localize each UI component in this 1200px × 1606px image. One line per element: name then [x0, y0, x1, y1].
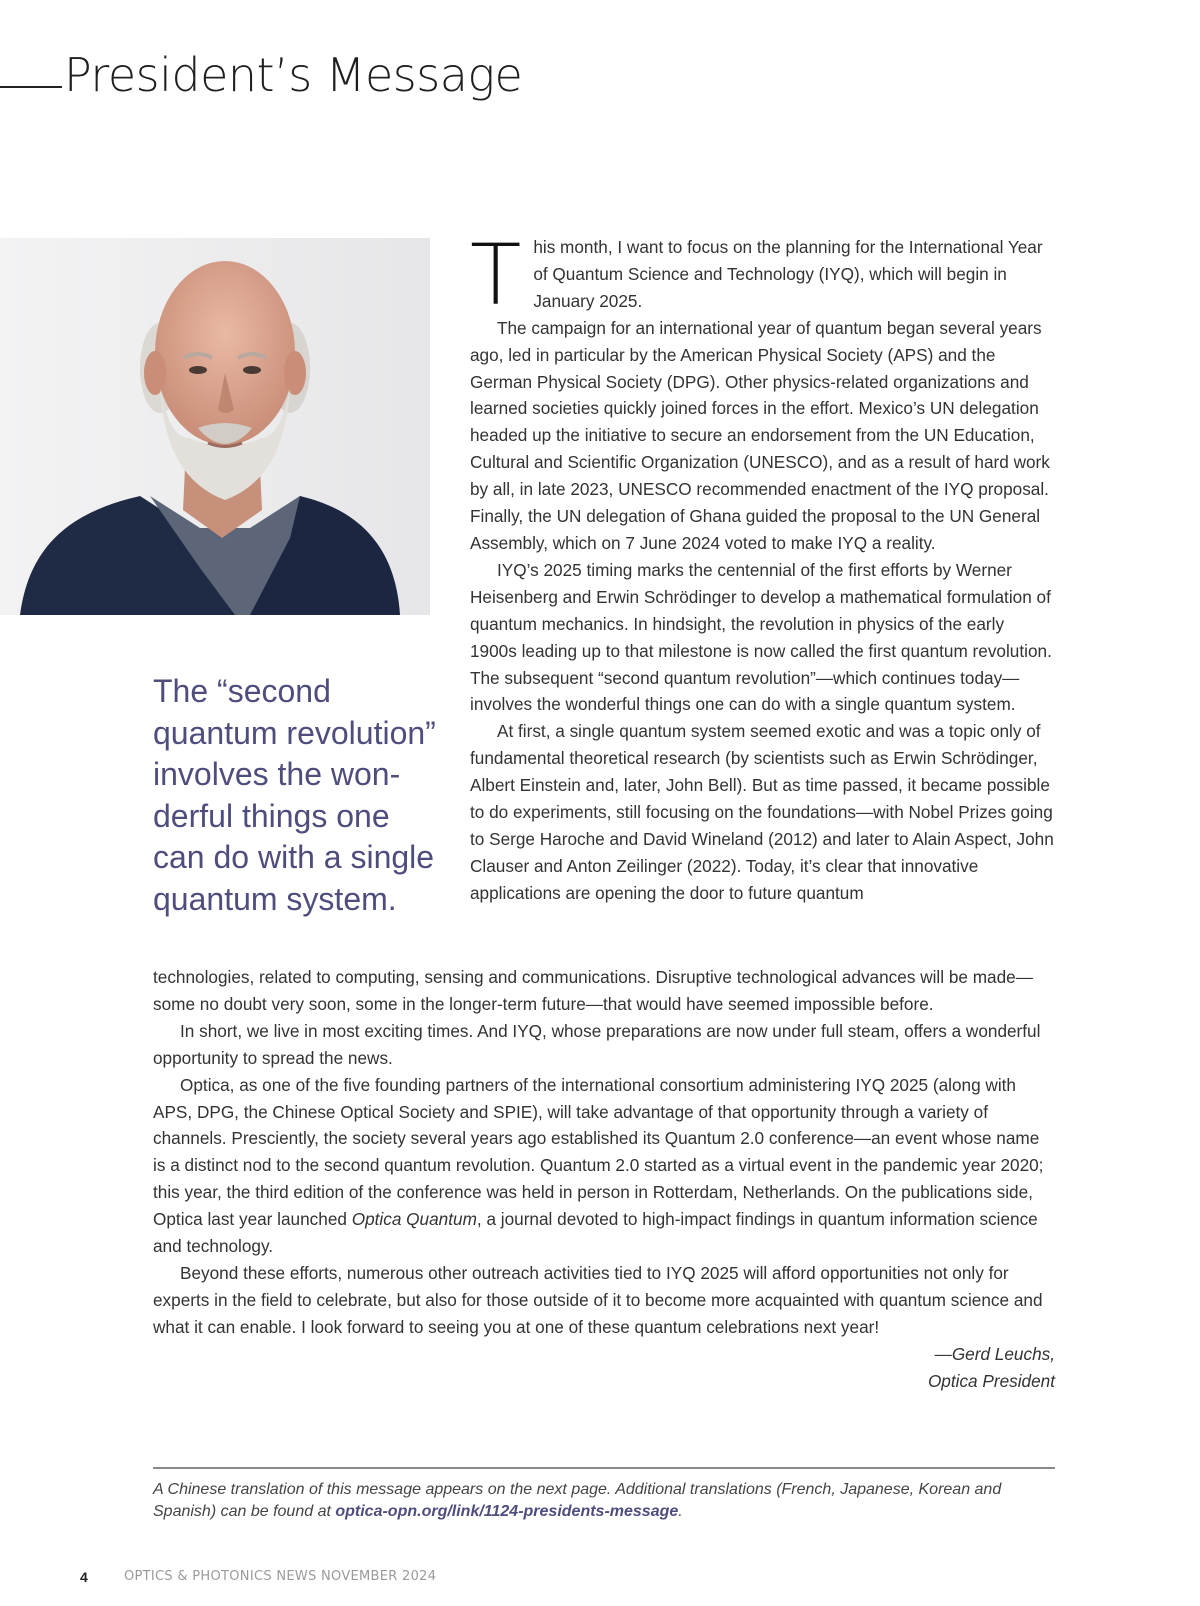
pull-quote: The “second quantum revolution” involves the wonderful things one can do with a single quantum system. [153, 673, 436, 917]
intro-paragraph [470, 226, 1055, 324]
paragraph-timing: IYQ’s 2025 timing marks the centennial of the first efforts by Werner Heisenberg and Erwin Schrödinger to develop a mathematical formulation of quantum mechanics. In hindsight, the revolution in physics of the early 1900s leading up to that milestone is now called the first quantum revolution. The subsequent “second quantum revolution”—which continues today—involves the wonderful things one can do with a single quantum system. [470, 559, 1052, 715]
signature [928, 1341, 1055, 1395]
translation-note: A Chinese translation of this message appears on the next page. Additional translations (French, Japanese, Korean and Spanish) can be found at optica-opn.org/link/1124-presidents-message. [153, 1481, 1002, 1520]
signature-role: Optica President [927, 1370, 1055, 1391]
article-column-full [153, 964, 1055, 1341]
page-title: President’s Message [64, 48, 523, 102]
translation-link[interactable]: optica-opn.org/link/1124-presidents-message [335, 1503, 679, 1520]
signature-name: —Gerd Leuchs, [934, 1344, 1055, 1364]
drop-cap: T [470, 226, 522, 324]
paragraph-optica: Optica, as one of the five founding partners of the international consortium administering IYQ 2025 (along with APS, DPG, the Chinese Optical Society and SPIE), will take advantage of that opportunity through a variety of channels. Presciently, the society several years ago established its Quantum 2.0 conference—an event whose name is a distinct nod to the second quantum revolution. Quantum 2.0 started as a virtual event in the pandemic year 2020; this year, the third edition of the conference was held in person in Rotterdam, Netherlands. On the publications side, Optica last year launched Optica Quantum, a journal devoted to high-impact findings in quantum information science and technology. [153, 1074, 1044, 1257]
paragraph-campaign: The campaign for an international year of quantum began several years ago, led in particular by the American Physical Society (APS) and the German Physical Society (DPG). Other physics-related organizations and learned societies quickly joined forces in the effort. Mexico’s UN delegation headed up the initiative to secure an endorsement from the UN Education, Cultural and Scientific Organization (UNESCO), and as a result of hard work by all, in late 2023, UNESCO recommended enactment of the IYQ proposal. Finally, the UN delegation of Ghana guided the proposal to the UN General Assembly, which on 7 June 2024 voted to make IYQ a reality. [470, 317, 1050, 553]
publication-line: OPTICS & PHOTONICS NEWS NOVEMBER 2024 [124, 1569, 437, 1584]
author-portrait [0, 238, 430, 615]
article-column-right [470, 226, 1055, 907]
paragraph-closing: Beyond these efforts, numerous other outreach activities tied to IYQ 2025 will afford opportunities not only for experts in the field to celebrate, but also for those outside of it to become more acquainted with quantum science and what it can enable. I look forward to seeing you at one of these quantum celebrations next year! [153, 1262, 1043, 1337]
paragraph-exciting-times: In short, we live in most exciting times. And IYQ, whose preparations are now under full steam, offers a wonderful opportunity to spread the news. [153, 1020, 1041, 1068]
header-rule [0, 86, 62, 88]
intro-text: his month, I want to focus on the planning for the International Year of Quantum Science and Technology (IYQ), which will begin in January 2025. [533, 237, 1043, 311]
footnote-divider [153, 1467, 1055, 1469]
page-number: 4 [80, 1569, 88, 1585]
paragraph-first-system: At first, a single quantum system seemed exotic and was a topic only of fundamental theoretical research (by scientists such as Erwin Schrödinger, Albert Einstein and, later, John Bell). But as time passed, it became possible to do experiments, still focusing on the foundations—with Nobel Prizes going to Serge Haroche and David Wineland (2012) and later to Alain Aspect, John Clauser and Anton Zeilinger (2022). Today, it’s clear that innovative applications are opening the door to future quantum [470, 721, 1054, 903]
journal-name: Optica Quantum [351, 1209, 477, 1230]
paragraph-continuation: technologies, related to computing, sensing and communications. Disruptive technological advances will be made—some no doubt very soon, some in the longer-term future—that would have seemed impossible before. [153, 967, 1033, 1014]
